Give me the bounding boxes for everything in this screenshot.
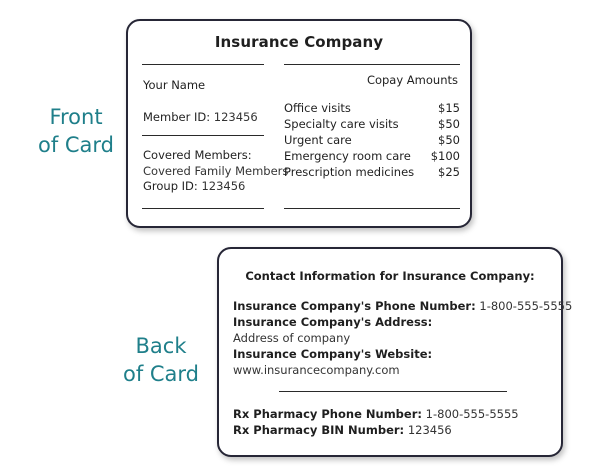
front-label-line-2: of Card xyxy=(37,133,115,157)
divider xyxy=(142,64,264,65)
back-label-line-1: Back xyxy=(135,334,187,358)
rx-phone-line xyxy=(233,407,519,421)
contact-heading: Contact Information for Insurance Company: xyxy=(245,269,535,283)
copay-amount: $50 xyxy=(438,117,460,131)
your-name: Your Name xyxy=(143,78,206,92)
copay-name: Specialty care visits xyxy=(284,117,399,131)
divider xyxy=(142,135,264,136)
copay-amount: $100 xyxy=(430,149,460,163)
member-id xyxy=(143,110,258,124)
rx-phone-label: Rx Pharmacy Phone Number: xyxy=(233,407,422,421)
covered-members-label: Covered Members: xyxy=(143,148,252,162)
group-id xyxy=(143,179,245,193)
back-of-card-label xyxy=(116,332,206,388)
address-label: Insurance Company's Address: xyxy=(233,315,433,329)
phone-label: Insurance Company's Phone Number: xyxy=(233,299,476,313)
front-label-line-1: Front xyxy=(49,105,103,129)
rx-bin-label: Rx Pharmacy BIN Number: xyxy=(233,423,405,437)
copay-name: Prescription medicines xyxy=(284,165,415,179)
divider xyxy=(142,208,264,209)
copay-amount: $25 xyxy=(438,165,460,179)
website-value: www.insurancecompany.com xyxy=(233,363,400,377)
divider xyxy=(284,64,460,65)
rx-phone-value: 1-800-555-5555 xyxy=(425,407,519,421)
phone-line xyxy=(233,299,572,313)
front-of-card-label xyxy=(26,103,126,159)
divider xyxy=(284,208,460,209)
member-id-value: 123456 xyxy=(213,110,258,124)
rx-bin-line xyxy=(233,423,452,437)
member-id-label: Member ID: xyxy=(143,110,211,124)
back-label-line-2: of Card xyxy=(122,362,200,386)
address-value: Address of company xyxy=(233,331,351,345)
divider xyxy=(279,391,507,392)
group-id-value: 123456 xyxy=(201,179,246,193)
covered-members-value: Covered Family Members xyxy=(143,164,289,178)
rx-bin-value: 123456 xyxy=(407,423,452,437)
copay-name: Office visits xyxy=(284,101,351,115)
phone-value: 1-800-555-5555 xyxy=(479,299,573,313)
copay-name: Urgent care xyxy=(284,133,352,147)
card-back xyxy=(217,247,573,457)
copay-name: Emergency room care xyxy=(284,149,411,163)
copay-amount: $50 xyxy=(438,133,460,147)
website-label: Insurance Company's Website: xyxy=(233,347,433,361)
card-front xyxy=(126,19,472,228)
group-id-label: Group ID: xyxy=(143,179,198,193)
copay-heading: Copay Amounts xyxy=(366,73,458,87)
copay-amount: $15 xyxy=(438,101,460,115)
card-title: Insurance Company xyxy=(214,33,384,51)
